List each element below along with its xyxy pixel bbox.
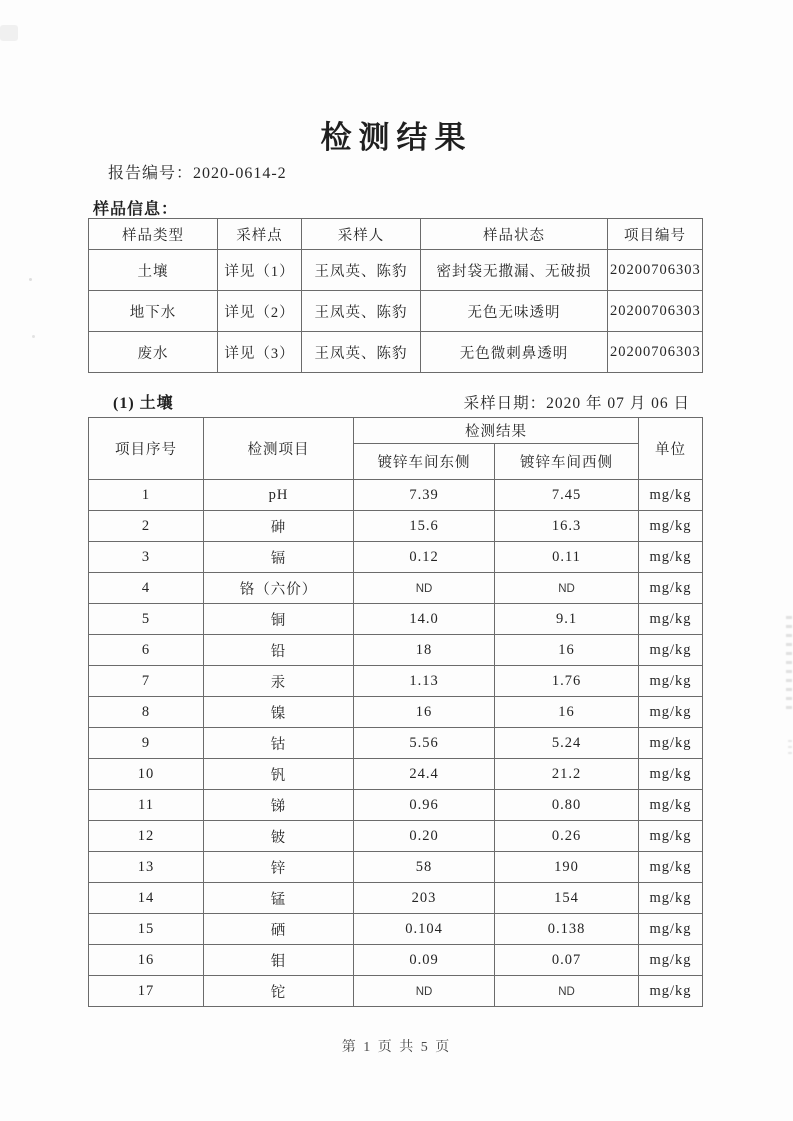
table-cell: 15.6: [354, 511, 495, 542]
report-number-label: 报告编号：: [108, 165, 194, 182]
table-row: [89, 635, 703, 666]
table-cell: ND: [495, 975, 639, 1008]
table-cell: 15: [89, 914, 204, 945]
column-header-unit: 单位: [639, 418, 703, 480]
table-cell: 6: [89, 635, 204, 666]
table-row: [89, 852, 703, 883]
scan-artifact: [786, 616, 792, 711]
table-cell: 0.104: [354, 914, 495, 945]
table-row: [89, 790, 703, 821]
table-cell: 0.07: [495, 945, 639, 976]
table-row: [89, 883, 703, 914]
table-cell: ND: [354, 975, 495, 1008]
table-row: [89, 573, 703, 604]
sampling-date: 采样日期：2020 年 07 月 06 日: [463, 395, 690, 412]
table-cell: 2: [89, 511, 204, 542]
table-cell: pH: [204, 480, 354, 511]
column-header-item: 检测项目: [204, 418, 354, 480]
scan-artifact: [788, 740, 792, 754]
sample-table-body: [89, 250, 703, 373]
table-cell: 铬（六价）: [204, 573, 354, 604]
table-cell: 20200706303: [608, 332, 703, 373]
page-footer: 第 1 页 共 5 页: [341, 1040, 452, 1055]
table-cell: mg/kg: [639, 790, 703, 821]
result-table-body: [89, 480, 703, 1007]
table-cell: 14: [89, 883, 204, 914]
table-cell: mg/kg: [639, 883, 703, 914]
column-header-result-group: 检测结果: [354, 418, 639, 444]
table-cell: 18: [354, 635, 495, 666]
table-cell: 4: [89, 573, 204, 604]
table-cell: 废水: [89, 332, 218, 373]
table-cell: 16: [354, 697, 495, 728]
table-cell: 王凤英、陈豹: [302, 332, 421, 373]
soil-section-line: [88, 390, 702, 412]
table-cell: 9.1: [495, 604, 639, 635]
table-cell: 地下水: [89, 291, 218, 332]
table-cell: 钒: [204, 759, 354, 790]
table-cell: 0.96: [354, 790, 495, 821]
table-cell: 20200706303: [608, 250, 703, 291]
table-cell: 镉: [204, 542, 354, 573]
table-cell: 土壤: [89, 250, 218, 291]
table-cell: mg/kg: [639, 666, 703, 697]
table-cell: 钴: [204, 728, 354, 759]
table-row: [89, 976, 703, 1007]
table-row: [89, 666, 703, 697]
table-row: [89, 542, 703, 573]
table-cell: 12: [89, 821, 204, 852]
table-cell: 0.20: [354, 821, 495, 852]
table-cell: ND: [495, 572, 639, 605]
table-cell: mg/kg: [639, 542, 703, 573]
table-row: [89, 511, 703, 542]
soil-section-heading: (1) 土壤: [113, 395, 174, 412]
column-header: 项目编号: [608, 219, 703, 250]
table-cell: 10: [89, 759, 204, 790]
column-header: 采样点: [218, 219, 302, 250]
table-cell: 详见（3）: [218, 332, 302, 373]
table-cell: 16: [495, 635, 639, 666]
table-row: [89, 250, 703, 291]
table-row: [89, 821, 703, 852]
scan-artifact: [29, 278, 32, 281]
table-cell: 钼: [204, 945, 354, 976]
table-cell: 16.3: [495, 511, 639, 542]
table-cell: ND: [354, 572, 495, 605]
table-cell: 锰: [204, 883, 354, 914]
table-cell: mg/kg: [639, 697, 703, 728]
table-cell: 7.45: [495, 480, 639, 511]
table-cell: 9: [89, 728, 204, 759]
table-row: [89, 728, 703, 759]
table-cell: 镍: [204, 697, 354, 728]
table-cell: mg/kg: [639, 759, 703, 790]
table-row: [89, 945, 703, 976]
report-number-line: [108, 160, 287, 183]
table-cell: 锑: [204, 790, 354, 821]
table-cell: 16: [495, 697, 639, 728]
table-cell: 铊: [204, 976, 354, 1007]
table-cell: 17: [89, 976, 204, 1007]
soil-result-table: [88, 417, 703, 1007]
table-cell: mg/kg: [639, 945, 703, 976]
table-cell: 1.76: [495, 666, 639, 697]
column-header-index: 项目序号: [89, 418, 204, 480]
table-cell: 0.26: [495, 821, 639, 852]
table-cell: 无色微刺鼻透明: [421, 332, 608, 373]
table-cell: 24.4: [354, 759, 495, 790]
table-row: [89, 291, 703, 332]
column-header: 样品类型: [89, 219, 218, 250]
table-row: [89, 759, 703, 790]
column-header: 采样人: [302, 219, 421, 250]
table-cell: mg/kg: [639, 635, 703, 666]
table-cell: 203: [354, 883, 495, 914]
table-cell: 详见（1）: [218, 250, 302, 291]
table-cell: 汞: [204, 666, 354, 697]
table-cell: mg/kg: [639, 976, 703, 1007]
table-row: [89, 604, 703, 635]
table-cell: 154: [495, 883, 639, 914]
table-cell: mg/kg: [639, 573, 703, 604]
table-cell: 铍: [204, 821, 354, 852]
table-cell: 0.12: [354, 542, 495, 573]
table-cell: 硒: [204, 914, 354, 945]
table-cell: 0.09: [354, 945, 495, 976]
table-cell: 13: [89, 852, 204, 883]
table-cell: 5.24: [495, 728, 639, 759]
table-cell: 1: [89, 480, 204, 511]
table-cell: 3: [89, 542, 204, 573]
table-cell: 14.0: [354, 604, 495, 635]
table-cell: 无色无味透明: [421, 291, 608, 332]
report-number-value: 2020-0614-2: [193, 165, 287, 182]
table-cell: 190: [495, 852, 639, 883]
table-cell: 铜: [204, 604, 354, 635]
table-cell: 锌: [204, 852, 354, 883]
table-cell: 铅: [204, 635, 354, 666]
table-cell: mg/kg: [639, 821, 703, 852]
table-cell: 7.39: [354, 480, 495, 511]
table-cell: 20200706303: [608, 291, 703, 332]
column-header-west: 镀锌车间西侧: [495, 444, 639, 480]
table-cell: 王凤英、陈豹: [302, 291, 421, 332]
table-cell: 7: [89, 666, 204, 697]
table-cell: 砷: [204, 511, 354, 542]
column-header: 样品状态: [421, 219, 608, 250]
table-cell: mg/kg: [639, 604, 703, 635]
table-cell: 密封袋无撒漏、无破损: [421, 250, 608, 291]
table-cell: 16: [89, 945, 204, 976]
scan-artifact: [32, 335, 35, 338]
table-cell: mg/kg: [639, 480, 703, 511]
sample-info-heading: 样品信息：: [93, 201, 179, 218]
table-cell: 0.11: [495, 542, 639, 573]
sample-info-table: [88, 218, 703, 373]
table-cell: mg/kg: [639, 511, 703, 542]
table-row: [89, 480, 703, 511]
table-cell: mg/kg: [639, 852, 703, 883]
table-header-row: [89, 418, 703, 444]
scan-artifact: [0, 25, 18, 41]
table-cell: 5.56: [354, 728, 495, 759]
page-title: 检测结果: [320, 120, 473, 155]
table-cell: 11: [89, 790, 204, 821]
table-row: [89, 914, 703, 945]
table-cell: 58: [354, 852, 495, 883]
table-cell: 王凤英、陈豹: [302, 250, 421, 291]
column-header-east: 镀锌车间东侧: [354, 444, 495, 480]
table-cell: 5: [89, 604, 204, 635]
table-cell: mg/kg: [639, 728, 703, 759]
table-cell: 0.80: [495, 790, 639, 821]
table-row: [89, 697, 703, 728]
table-cell: 详见（2）: [218, 291, 302, 332]
table-cell: 0.138: [495, 914, 639, 945]
table-cell: 1.13: [354, 666, 495, 697]
table-header-row: [89, 219, 703, 250]
table-cell: mg/kg: [639, 914, 703, 945]
table-row: [89, 332, 703, 373]
table-cell: 21.2: [495, 759, 639, 790]
table-cell: 8: [89, 697, 204, 728]
